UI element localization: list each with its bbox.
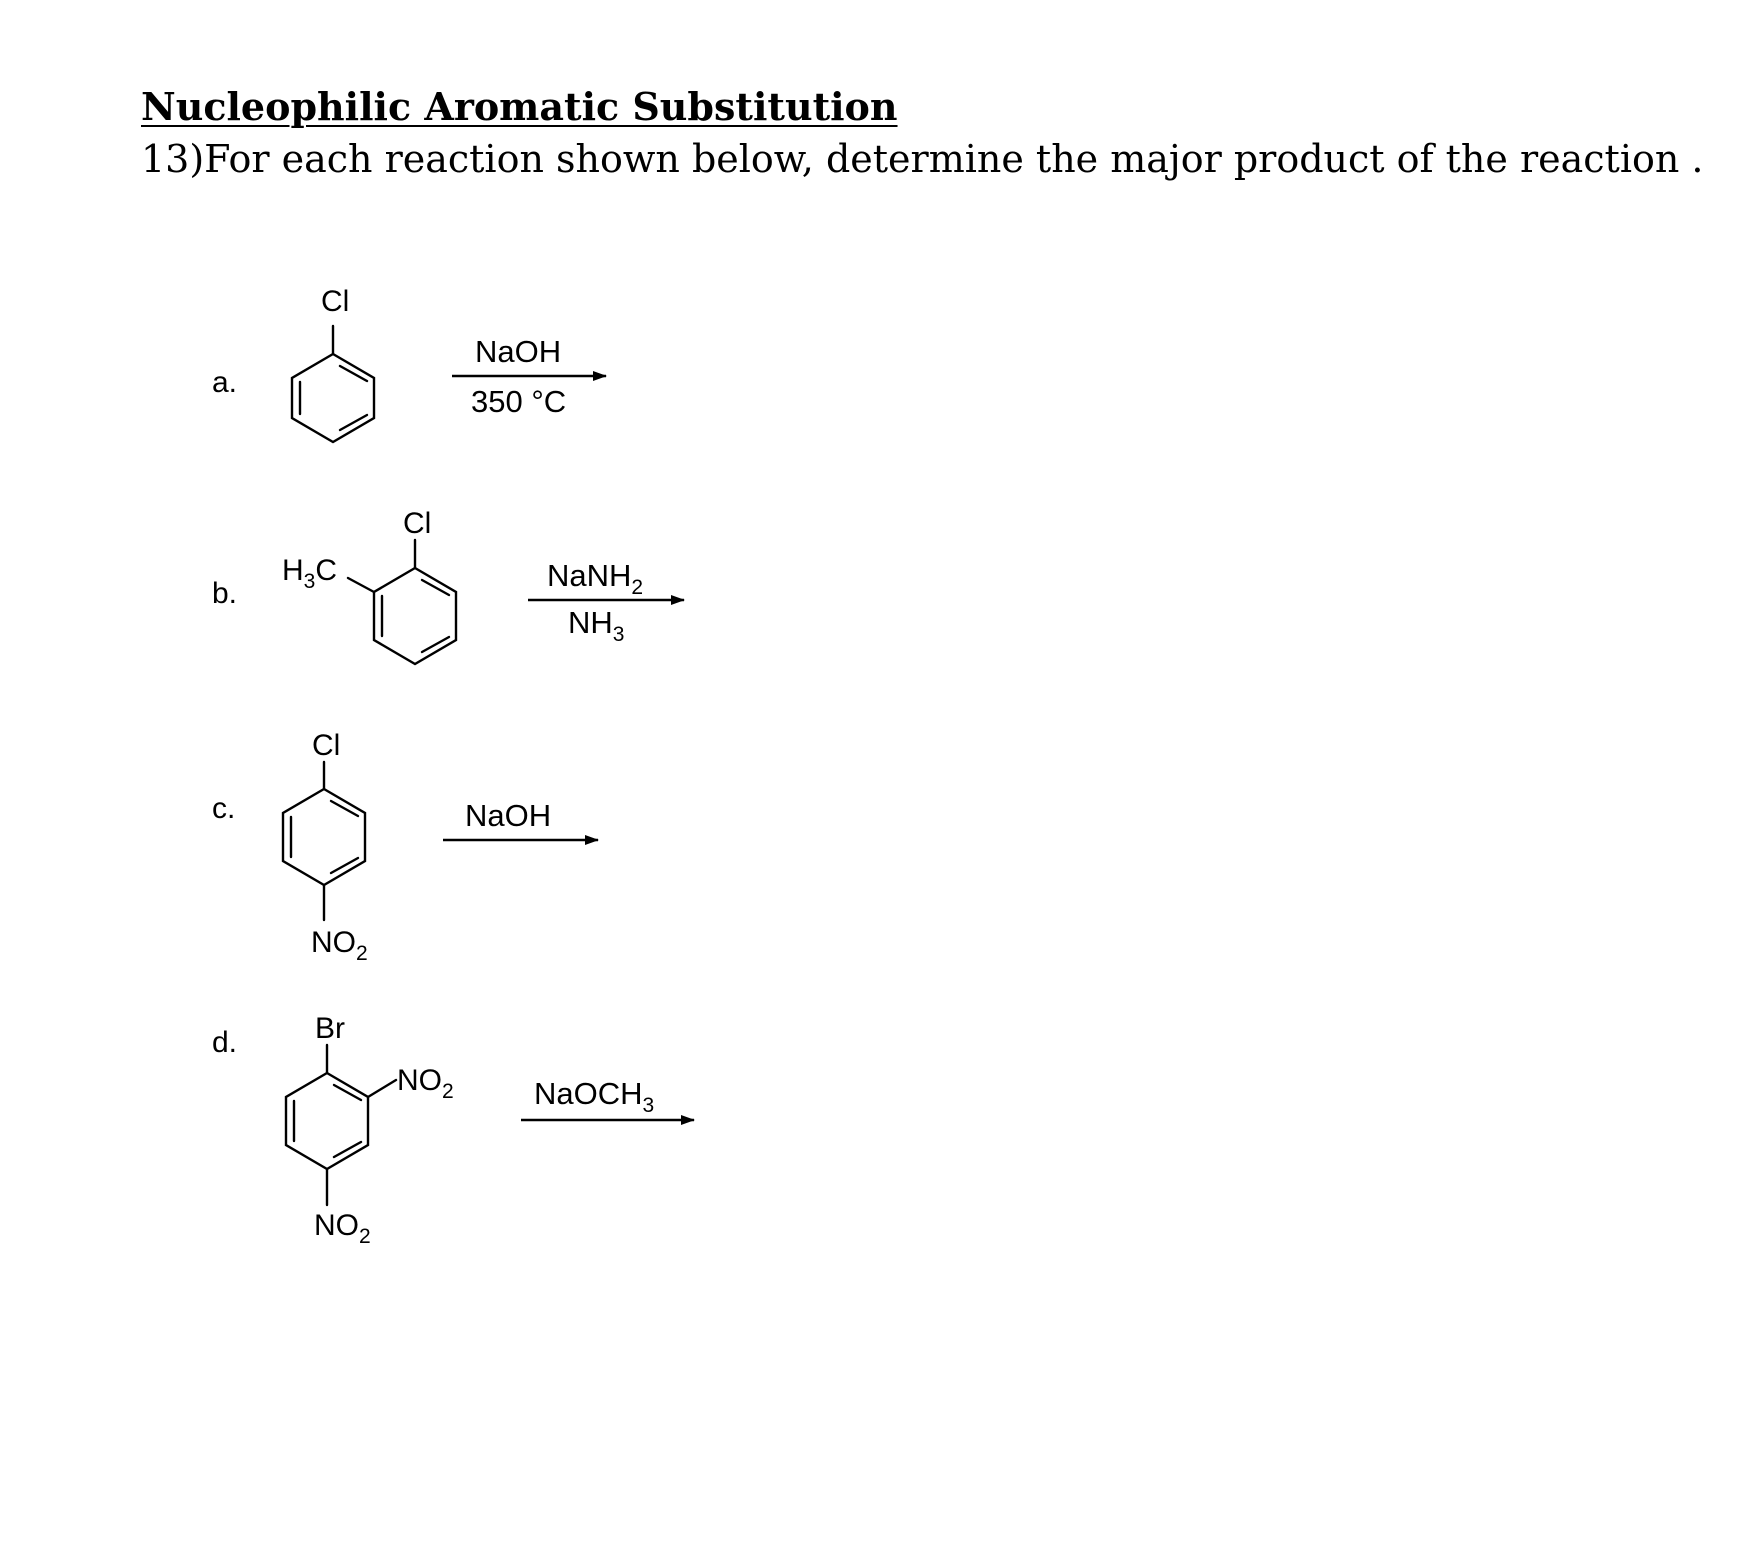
reaction-a-chlorine: Cl — [321, 285, 350, 318]
reaction-b-solvent: $NH_3$ — [568, 605, 625, 646]
reaction-c-reagent: NaOH — [465, 798, 552, 833]
reaction-a-condition: 350 °C — [471, 384, 567, 419]
reaction-d-label: d. — [212, 1026, 238, 1059]
reaction-c — [212, 729, 598, 965]
reaction-d-para-nitro: $NO_2$ — [314, 1209, 371, 1248]
reaction-a-benzene — [292, 326, 374, 442]
reaction-a — [212, 285, 606, 442]
reaction-d — [212, 1012, 694, 1248]
reaction-c-chlorine: Cl — [312, 729, 341, 762]
reaction-b-reagent: NaNH$_2$ — [547, 558, 644, 599]
reaction-d-benzene — [286, 1045, 396, 1205]
reaction-d-reagent: NaOCH$_3$ — [534, 1076, 655, 1117]
reaction-a-label: a. — [212, 366, 238, 399]
reaction-b-benzene — [348, 540, 456, 664]
reaction-b-chlorine: Cl — [403, 507, 432, 540]
reaction-c-nitro: $NO_2$ — [311, 926, 368, 965]
reaction-c-label: c. — [212, 792, 236, 825]
reaction-b-label: b. — [212, 577, 238, 610]
reaction-b-methyl: $H_3C$ — [282, 554, 338, 593]
reaction-d-bromine: Br — [315, 1012, 345, 1045]
reaction-d-ortho-nitro: $NO_2$ — [397, 1064, 454, 1103]
question-text: 13)For each reaction shown below, determine the major product of the reaction . — [141, 137, 1704, 181]
reaction-a-reagent: NaOH — [475, 334, 562, 369]
section-heading: Nucleophilic Aromatic Substitution — [141, 84, 898, 129]
reaction-b — [212, 507, 684, 664]
reaction-c-benzene — [283, 762, 365, 920]
